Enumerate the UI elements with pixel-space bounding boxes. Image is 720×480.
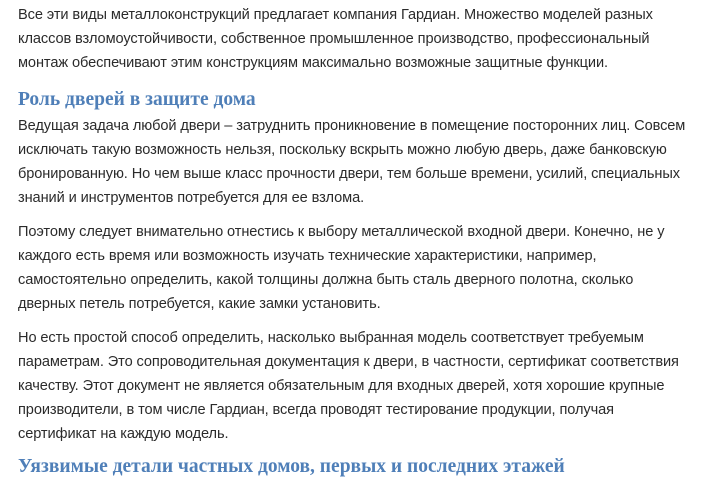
text-line: производители, в том числе Гардиан, всегда проводят тестирование продукции, получая (18, 402, 614, 418)
text-line: Поэтому следует внимательно отнестись к выбору металлической входной двери. Конечно, не у (18, 224, 665, 240)
text-line: исключать такую возможность нельзя, поскольку вскрыть можно любую дверь, даже банковскую (18, 142, 667, 158)
section-heading-vulnerable-parts: Уязвимые детали частных домов, первых и последних этажей (18, 456, 565, 477)
text-line: Ведущая задача любой двери – затруднить проникновение в помещение посторонних лиц. Совсем (18, 118, 686, 134)
text-line: качеству. Этот документ не является обязательным для входных дверей, хотя хорошие крупные (18, 378, 665, 394)
text-line: монтаж обеспечивают этим конструкциям максимально возможные защитные функции. (18, 55, 608, 71)
text-line: дверных петель потребуется, какие замки установить. (18, 296, 381, 312)
text-line: классов взломоустойчивости, собственное промышленное производство, профессиональный (18, 31, 650, 47)
text-line: бронированную. Но чем выше класс прочности двери, тем больше времени, усилий, специальных (18, 166, 680, 182)
text-line: Все эти виды металлоконструкций предлагает компания Гардиан. Множество моделей разных (18, 7, 653, 23)
text-line: Но есть простой способ определить, насколько выбранная модель соответствует требуемым (18, 330, 644, 346)
text-line: параметрам. Это сопроводительная документация к двери, в частности, сертификат соответствия (18, 354, 679, 370)
text-line: знаний и инструментов потребуется для ее взлома. (18, 190, 365, 206)
text-line: каждого есть время или возможность изучать технические характеристики, например, (18, 248, 597, 264)
text-line: сертификат на каждую модель. (18, 426, 229, 442)
text-line: самостоятельно определить, какой толщины должна быть сталь дверного полотна, сколько (18, 272, 634, 288)
section-heading-door-role: Роль дверей в защите дома (18, 89, 256, 110)
